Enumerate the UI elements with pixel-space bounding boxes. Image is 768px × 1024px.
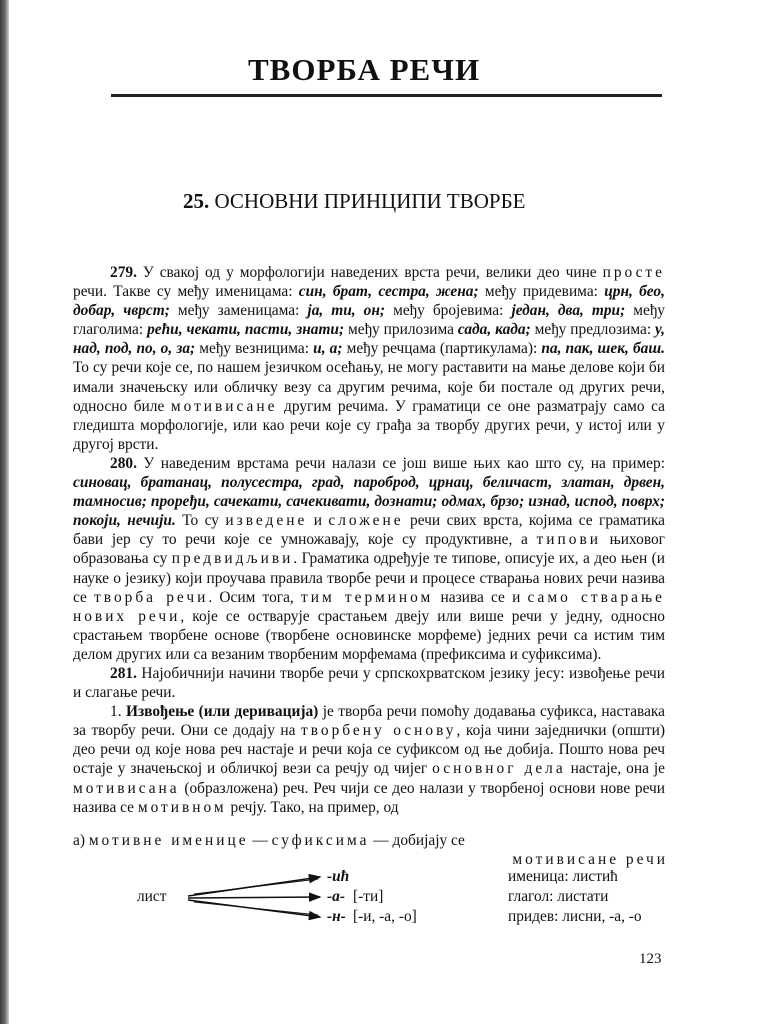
spaced-term: творбену основу [301, 722, 457, 740]
text-run: Најобичнији начини творбе речи у српскохрватском језику јесу: извођење речи и слагање речи. [73, 664, 665, 702]
spaced-term: суфиксима [271, 832, 370, 849]
example-words: у, над, под, по, о, за; [73, 321, 665, 358]
paragraph-number: 280. [110, 454, 137, 472]
spaced-term: мотивисане речи [512, 851, 668, 869]
example-words: ја, ти, он; [307, 302, 386, 320]
suffix: -н- [327, 908, 346, 925]
text-run: . Осим тога, [208, 588, 301, 606]
text-run: другим речима. У граматици се оне разматрају само са гледишта морфологије, или као речи које су грађа за творбу других речи, у истој или у другој врсти. [73, 397, 665, 453]
example-words: сада, када; [457, 321, 531, 339]
dash: — [248, 832, 272, 849]
spaced-term: само стварање нових речи [73, 588, 665, 625]
spaced-term: творба речи [94, 588, 209, 606]
section-title [183, 189, 526, 214]
root-word: лист [137, 888, 167, 905]
text-run: То су [175, 512, 226, 530]
text-run: је творба речи помоћу додавања суфикса, наставака за творбу речи. Они се додају на [73, 703, 666, 740]
text-run: речи. Такве су међу именицама: [73, 283, 299, 301]
scan-edge [0, 0, 9, 1024]
spaced-term: мотивисана [73, 779, 180, 797]
spaced-term: мотивном [137, 798, 227, 816]
example-words: син, брат, сестра, жена; [298, 283, 479, 301]
paragraph-number: 279. [110, 264, 137, 281]
text-run: У наведеним врстама речи налази се још више њих као што су, на пример: [136, 454, 665, 472]
text-run: настаје, она је [565, 760, 665, 778]
term-heading: Извођење (или деривација) [125, 703, 319, 721]
text-run: међу речцама (партикулама): [342, 340, 542, 358]
page-number: 123 [639, 951, 662, 967]
spaced-term: сложене [328, 512, 404, 530]
example-words: и, а; [313, 340, 343, 358]
text-run: . Граматика одређује те типове, описује их, а део њен (и науке о језику) који проучава правила творбе речи и процесе стварања нових речи назива се [73, 550, 665, 606]
title-rule [111, 94, 662, 97]
spaced-term: изведене [225, 512, 308, 530]
arrow-line [194, 902, 318, 915]
arrow-line [194, 879, 318, 894]
result-word: придев: лисни, -а, -о [508, 908, 642, 925]
spaced-term: предвидљиви [171, 550, 294, 568]
arrow-line [188, 897, 320, 898]
section-number: 25. [183, 189, 210, 213]
spaced-term: тим термином [301, 588, 434, 606]
paragraph-279 [73, 263, 665, 454]
example-words: па, пак, шек, баш. [541, 340, 665, 358]
paragraph-281 [73, 664, 665, 702]
text-run: и [307, 512, 329, 530]
body-text [73, 263, 665, 817]
text-run: назива се и [433, 588, 528, 606]
text-run: (образложена) реч. Реч чији се део налази у творбеној основи нове речи назива се [73, 779, 665, 816]
paragraph-280 [73, 454, 665, 664]
suffix: -а- [327, 888, 345, 905]
example-words: рећи, чекати, пасти, знати; [147, 321, 345, 339]
spaced-term: основног дела [432, 760, 566, 778]
text-run: међу предлозима: [530, 321, 656, 339]
suffix-ending: [-и, -а, -о] [353, 908, 417, 925]
suffix: -ић [327, 868, 350, 885]
dash: — [369, 832, 393, 849]
chapter-title: ТВОРБА РЕЧИ [248, 52, 481, 87]
list-marker: 1. [110, 703, 126, 721]
item-marker: а) [73, 832, 89, 849]
text-run: добијају се [392, 832, 465, 849]
example-words: синовац, братанац, полусестра, град, пароброд, црнац, беличаст, златан, дрвен, тамносив; проређи, сачекати, сачекивати, дознати; одмах, брзо; изнад, испод, поврх; покоји, нечији. [73, 474, 665, 530]
derivation-header-row [73, 850, 668, 869]
example-words: један, два, три; [511, 302, 626, 320]
text-run: међу прилозима [344, 321, 458, 339]
text-run: То су речи које се, по нашем језичком осећању, не могу раставити на мање делове који би имали значењску или обличку везу са другим речима, које би постале од других речи, односно биле [73, 359, 665, 415]
arrow-line [188, 900, 320, 917]
text-run: речју. Тако, на пример, од [226, 798, 399, 816]
text-run: међу бројевима: [385, 302, 512, 320]
text-run: , које се остварује срастањем двеју или више речи у једну, односно срастањем творбене основе (творбене основинске морфеме) једних речи са истим тим делом других или са везаним творбеним морфемама (префиксима и суфиксима). [73, 607, 665, 663]
spaced-term: мотивисане [170, 397, 278, 415]
example-words: црн, бео, добар, чврст; [73, 283, 665, 320]
spaced-term: просте [602, 264, 665, 281]
paragraph-number: 281. [110, 664, 137, 682]
text-run: њиховог образовања су [73, 531, 665, 568]
text-run: , која чини заједнички (општи) део речи од које нова реч настаје и речи која се суфиксом од ње добија. Пошто нова реч остаје у значењској и обличкој вези са речју од чијег [73, 722, 665, 778]
text-run: речи свих врста, којима се граматика бави јер су то речи које се умножавају, које су продуктивне, а [73, 512, 665, 549]
spaced-term: типови [536, 531, 601, 549]
derivation-header-row [73, 831, 668, 850]
text-run: У свакој од у морфологији наведених врста речи, велики део чине [136, 264, 603, 281]
suffix-ending: [-ти] [353, 888, 384, 905]
result-word: именица: листић [508, 868, 618, 885]
paragraph-derivation [73, 702, 665, 817]
text-run: међу глаголима: [73, 302, 665, 339]
text-run: међу придевима: [478, 283, 605, 301]
result-word: глагол: листати [508, 888, 609, 905]
derivation-header [73, 831, 668, 869]
arrow-line [188, 877, 320, 896]
section-heading: ОСНОВНИ ПРИНЦИПИ ТВОРБЕ [214, 189, 526, 213]
text-run: међу везницима: [195, 340, 314, 358]
text-run: међу заменицама: [169, 302, 308, 320]
spaced-term: мотивне именице [88, 832, 249, 849]
